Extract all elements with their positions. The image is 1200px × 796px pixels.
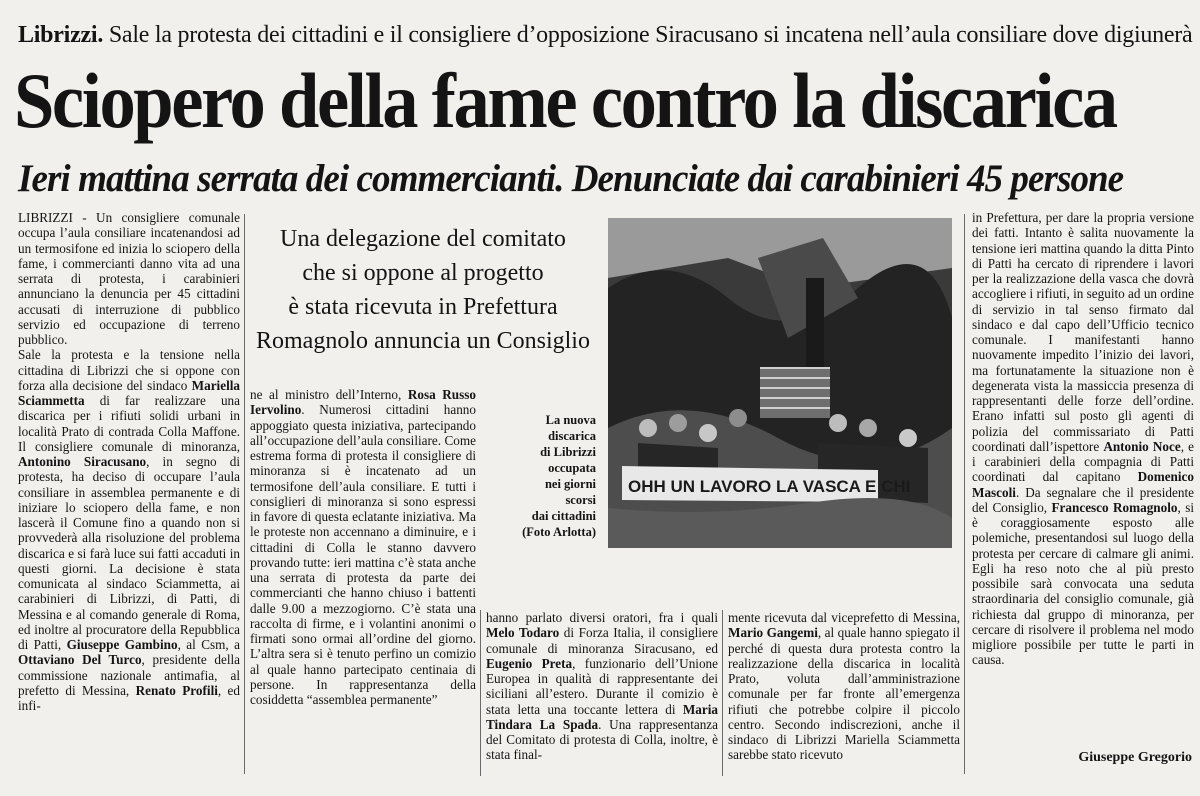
text-run: in Prefettura, per dare la propria versione dei fatti. Intanto è salita nuovamente la tensione ieri mattina quando la ditta Pinto di Patti ha cercato di riprendere i lavori per la realizzazione della vasca che dovrà accogliere i rifiuti, in seguito ad un ordine di servizio in tal senso firmato dal sindaco e dal capo dell’Ufficio tecnico comunale. I manifestanti hanno nuovamente impedito l’inizio dei lavori, ma fortunatamente la situazione non è degenerata vista la massiccia presenza di rappresentanti delle forze dell’ordine. Erano infatti sul posto gli agenti di polizia del commissariato di Patti coordinati dall’ispettore <box>972 210 1194 454</box>
article-column-4 <box>728 610 960 776</box>
column-rule-3 <box>722 610 723 776</box>
person-name: Melo Todaro <box>486 625 560 641</box>
person-name: Mariella Sciammetta <box>18 377 240 408</box>
person-name: Eugenio Preta <box>486 655 573 671</box>
pull-quote-line: Romagnolo annuncia un Consiglio <box>256 328 590 354</box>
pull-quote-line: che si oppone al progetto <box>302 260 544 286</box>
text-run: , presidente della commissione nazionale antimafia, al prefetto di Messina, <box>18 652 240 698</box>
person-name: Antonino Siracusano <box>18 454 147 469</box>
person-name: Maria Tindara La Spada <box>486 701 718 732</box>
text-run: , e i carabinieri della compagnia di Patti coordinati dal capitano <box>972 438 1194 485</box>
kicker-place: Librizzi. <box>18 22 104 48</box>
text-run: . Una rappresentanza del Comitato di protesta di Colla, inoltre, è stata final- <box>486 716 718 763</box>
caption-line: di Librizzi <box>540 445 596 459</box>
person-name: Ottaviano Del Turco <box>18 652 142 668</box>
text-run: , al quale hanno spiegato il perché di questa dura protesta contro la realizzazione della discarica in località Prato, voluta dall’amministrazione comunale per far fronte all’emergenza rifiuti che potrebbe colpire il piccolo centro. Secondo indiscrezioni, anche il sindaco di Librizzi Mariella Sciammetta sarebbe stato ricevuto <box>728 625 960 763</box>
text-run: ne al ministro dell’Interno, <box>250 387 408 402</box>
text-run: . Da segnalare che il presidente del Consiglio, <box>972 484 1194 515</box>
author-signature: Giuseppe Gregorio <box>1078 750 1192 765</box>
caption-line: occupata <box>548 461 596 475</box>
protest-banner-text: OHH UN LAVORO LA VASCA E CHI <box>628 477 911 496</box>
text-run: hanno parlato diversi oratori, fra i quali <box>486 610 718 625</box>
caption-line: discarica <box>548 429 596 443</box>
person-name: Domenico Mascoli <box>972 469 1194 500</box>
article-subheadline: Ieri mattina serrata dei commercianti. Denunciate dai carabinieri 45 persone <box>18 157 1124 200</box>
kicker-text: Sale la protesta dei cittadini e il consigliere d’opposizione Siracusano si incatena nell’aula consiliare dove digiunerà <box>108 22 1193 48</box>
person-name: Rosa Russo Iervolino <box>250 387 476 418</box>
column-rule-1 <box>244 214 245 774</box>
article-column-3 <box>486 610 718 776</box>
column-rule-2 <box>480 610 481 776</box>
pull-quote <box>250 222 596 358</box>
text-run: , al Csm, a <box>177 637 240 652</box>
photo-caption <box>496 412 596 540</box>
person-name: Mario Gangemi <box>728 625 818 641</box>
text-run: . Numerosi cittadini hanno appoggiato questa iniziativa, partecipando all’occupazione dell’aula consiliare. Come estrema forma di protesta il consigliere di minoranza si è incatenato ad un termosifone dell’aula consiliare. E tutti i consiglieri di minoranza si sono espressi in favore di questa eclatante iniziativa. Ma le proteste non accennano a diminuire, e i cittadini di Colla le stanno davvero provando tutte: ieri mattina c’è stata anche una serrata di protesta da parte dei commercianti che hanno chiuso i battenti dalle 9.00 a mezzogiorno. C’è stata una raccolta di firme, e i volantini anonimi o firmati sono ormai all’ordine del giorno. L’altra sera si è tenuto perfino un comizio al quale hanno partecipato centinaia di persone. In rappresentanza della cosiddetta “assemblea permanente” <box>250 402 476 707</box>
text-run: , funzionario dell’Unione Europea in qualità di rappresentante dei siciliani all’estero. Durante il comizio è stata letta una toccante lettera di <box>486 655 718 717</box>
caption-line: La nuova <box>545 413 596 427</box>
text-run: di Forza Italia, il consigliere comunale di minoranza Siracusano, ed <box>486 625 718 656</box>
caption-line: (Foto Arlotta) <box>522 525 596 539</box>
text-run: di far realizzare una discarica per i rifiuti solidi urbani in località Prato di contrada Colla Maffone. Il consigliere comunale di minoranza, <box>18 393 240 454</box>
caption-line: nei giorni <box>544 477 596 491</box>
article-column-5 <box>972 210 1194 754</box>
text-run: , ed infi- <box>18 682 240 713</box>
text-run: , in segno di protesta, ha deciso di occupare l’aula consiliare in assemblea permanente e di iniziare lo sciopero della fame, e non lascerà il Comune fino a quando non si provvederà alla risoluzione del problema discarica e si farà luce sui fatti accaduti in questi giorni. La decisione è stata comunicata al sindaco Sciammetta, ai carabinieri di Librizzi, di Patti, di Messina e al comando generale di Roma, ed inoltre al procuratore della Repubblica di Patti, <box>18 454 240 652</box>
article-headline: Sciopero della fame contro la discarica <box>14 57 1116 144</box>
person-name: Francesco Romagnolo <box>1051 499 1178 515</box>
photo-illustration <box>608 218 952 548</box>
article-column-1 <box>18 210 240 776</box>
article-column-2 <box>250 387 476 777</box>
text-run: , si è coraggiosamente esposto alle polemiche, presentandosi sul luogo della protesta per cercare di calmare gli animi. Egli ha reso noto che al più presto possibile sarà convocata una seduta straordinaria del consiglio comunale, già richiesta dal gruppo di minoranza, per cercare di risolvere il problema nel modo migliore possibile per tutte le parti in causa. <box>972 499 1194 668</box>
person-name: Antonio Noce <box>1103 438 1181 454</box>
column-rule-4 <box>964 214 965 774</box>
article-kicker <box>18 20 1193 50</box>
text-run: LIBRIZZI - Un consigliere comunale occupa l’aula consiliare incatenandosi ad un termosifone ed inizia lo sciopero della fame, i commercianti danno vita ad una serrata di protesta, i carabinieri annunciano la denuncia per 45 cittadini accusati di interruzione di pubblico servizio ed occupazione di terreno pubblico. <box>18 210 240 347</box>
protest-photo <box>608 218 952 548</box>
text-run: Sale la protesta e la tensione nella cittadina di Librizzi che si oppone con forza alla decisione del sindaco <box>18 347 240 393</box>
person-name: Giuseppe Gambino <box>66 637 178 652</box>
caption-line: dai cittadini <box>531 509 596 523</box>
pull-quote-line: Una delegazione del comitato <box>280 226 566 252</box>
caption-line: scorsi <box>565 493 596 507</box>
person-name: Renato Profili <box>135 682 218 698</box>
text-run: mente ricevuta dal viceprefetto di Messina, <box>728 610 960 625</box>
pull-quote-line: è stata ricevuta in Prefettura <box>288 294 558 320</box>
